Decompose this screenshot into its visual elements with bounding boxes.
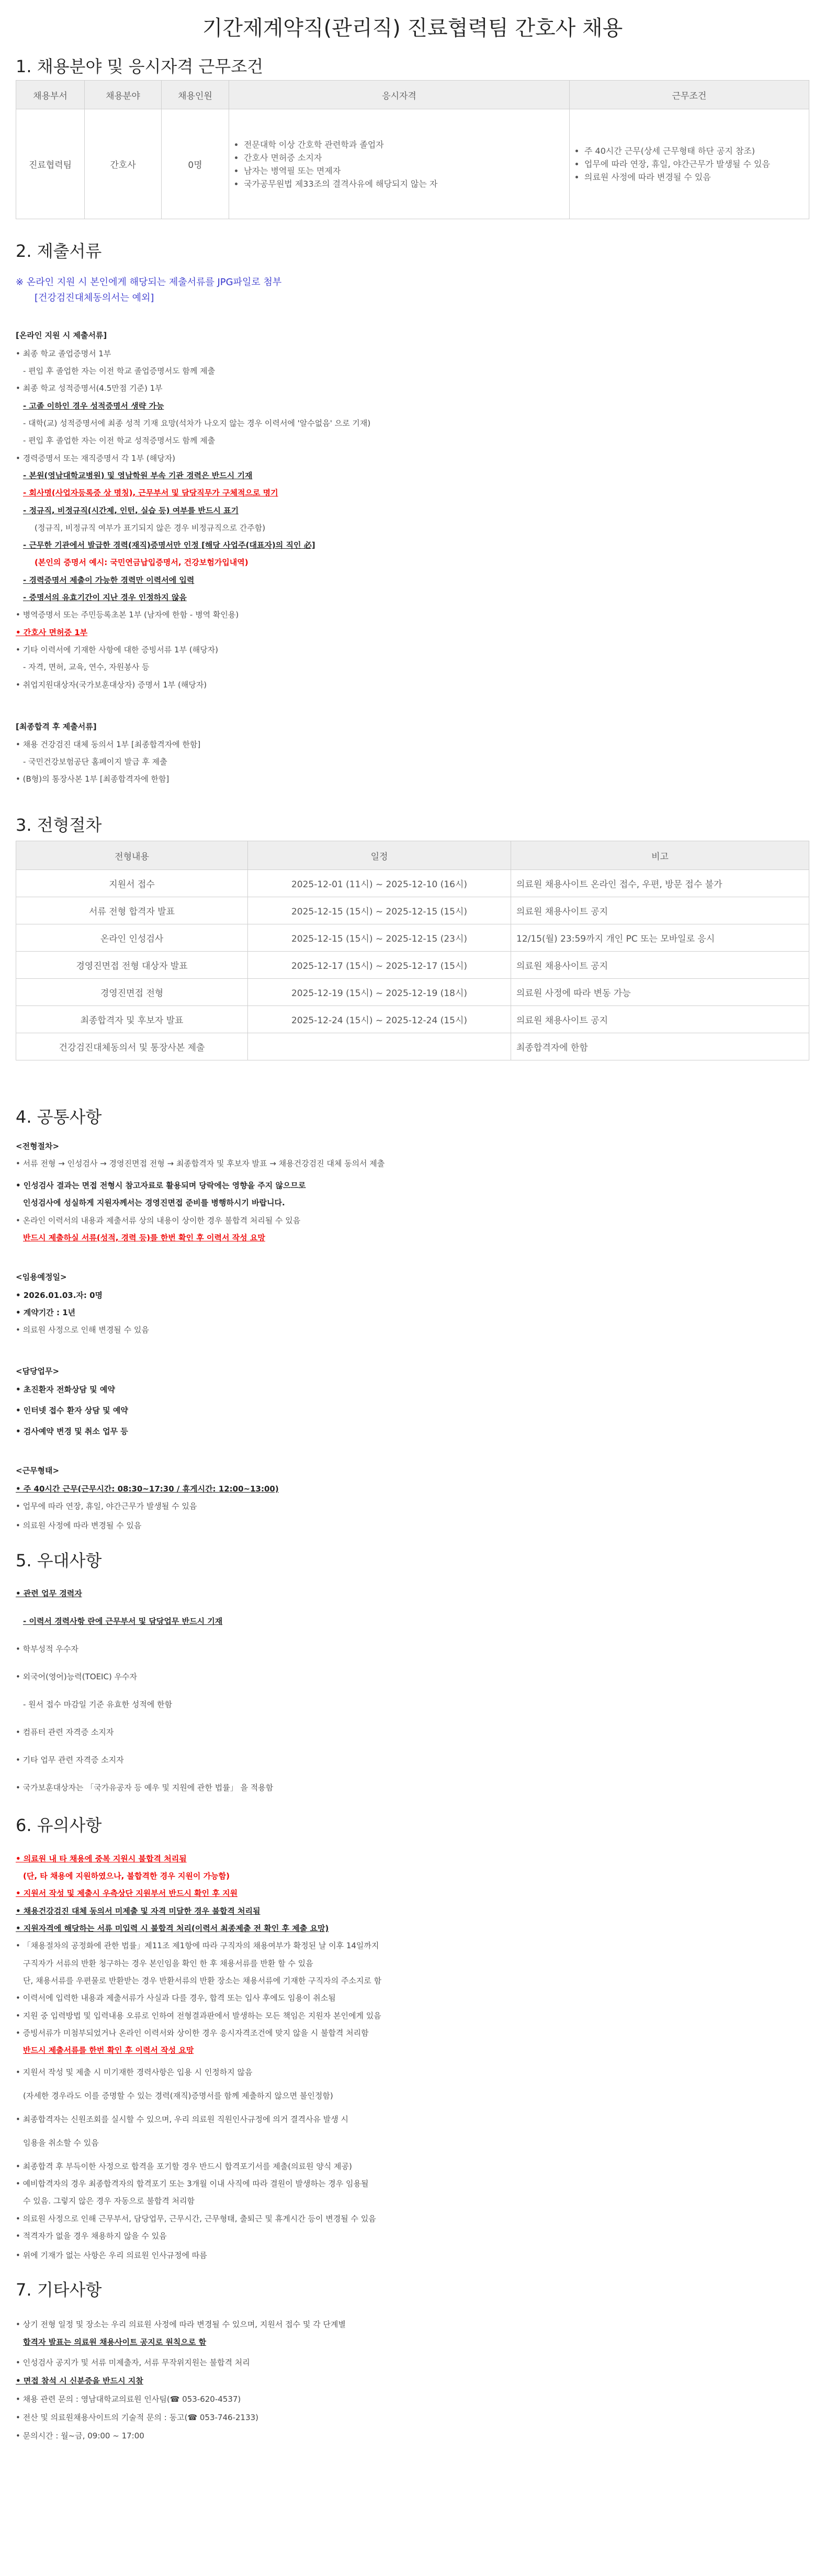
document-item: • (B형)의 통장사본 1부 [최종합격자에 한함] [16,774,169,784]
documents-note-exception: [건강검진대체동의서는 예외] [35,292,154,303]
table-cell: 지원서 접수 [16,870,248,897]
caution-item: 단, 채용서류를 우편물로 반환받는 경우 반환서류의 반환 장소는 채용서류에 기재한 구직자의 주소지로 함 [23,1976,382,1985]
table-cell: 2025-12-19 (15시) ~ 2025-12-19 (18시) [248,979,511,1006]
table-row [16,1006,809,1033]
info-line: • 의료원 사정에 따라 변경될 수 있음 [16,1521,142,1530]
etc-item: • 인성검사 공지가 및 서류 미제출자, 서류 무작위지원는 불합격 처리 [16,2358,250,2367]
document-item: • 기타 이력서에 기재한 사항에 대한 증빙서류 1부 (해당자) [16,645,219,654]
caution-item: • 「채용절차의 공정화에 관한 법률」제11조 제1항에 따라 구직자의 채용여부가 확정된 날 이후 14일까지 [16,1941,379,1950]
table-header-row [16,841,809,870]
document-item: • 채용 건강검진 대체 동의서 1부 [최종합격자에 한함] [16,740,201,749]
list-item: • 남자는 병역필 또는 면제자 [244,164,569,177]
table-header: 일정 [248,841,511,870]
table-cell: 경영진면접 전형 [16,979,248,1006]
table-header: 전형내용 [16,841,248,870]
table-cell: 최종합격자 및 후보자 발표 [16,1006,248,1033]
caution-item: 반드시 제출서류를 한번 확인 후 이력서 작성 요망 [23,2046,194,2055]
caution-item: • 예비합격자의 경우 최종합격자의 합격포기 또는 3개월 이내 사직에 따라 결원이 발생하는 경우 임용될 [16,2179,369,2188]
document-subitem: - 정규직, 비정규직(시간제, 인턴, 실습 등) 여부를 반드시 표기 [23,506,239,515]
process-title: <전형절차> [16,1142,60,1151]
document-subitem: - 회사명(사업자등록증 상 명칭), 근무부서 및 담당직무가 구체적으로 명기 [23,488,278,498]
table-cell: 2025-12-24 (15시) ~ 2025-12-24 (15시) [248,1006,511,1033]
document-subitem: - 자격, 면허, 교육, 연수, 자원봉사 등 [23,662,150,672]
info-line: • 업무에 따라 연장, 휴일, 야간근무가 발생될 수 있음 [16,1501,197,1511]
document-subitem: - 편입 후 졸업한 자는 이전 학교 성적증명서도 함께 제출 [23,436,216,445]
caution-item: • 의료원 사정으로 인해 근무부서, 담당업무, 근무시간, 근무형태, 출퇴근 및 휴게시간 등이 변경될 수 있음 [16,2214,376,2223]
table-row [16,924,809,952]
info-line: • 초진환자 전화상담 및 예약 [16,1385,115,1394]
section-heading-6: 6. 유의사항 [16,1815,102,1835]
qualification-list [232,138,569,190]
table-cell: 의료원 채용사이트 온라인 접수, 우편, 방문 접수 불가 [511,870,809,897]
document-subitem: - 본원(영남대학교병원) 및 영남학원 부속 기관 경력은 반드시 기재 [23,471,253,480]
preference-item: • 외국어(영어)능력(TOEIC) 우수자 [16,1672,138,1681]
table-row [16,1033,809,1060]
caution-item: 구직자가 서류의 반환 청구하는 경우 본인임을 확인 한 후 채용서류를 반환 할 수 있음 [23,1959,313,1968]
table-cell: 최종합격자에 한함 [511,1033,809,1060]
online-documents-title: [온라인 지원 시 제출서류] [16,331,107,340]
info-line: • 검사예약 변경 및 취소 업무 등 [16,1427,128,1436]
document-item: • 최종 학교 성적증명서(4.5만점 기준) 1부 [16,383,163,393]
section-heading-4: 4. 공통사항 [16,1107,102,1127]
table-cell: 서류 전형 합격자 발표 [16,897,248,924]
info-line: • 주 40시간 근무(근무시간: 08:30~17:30 / 휴게시간: 12:00~13:00) [16,1484,279,1494]
preference-subitem: - 원서 접수 마감일 기준 유효한 성적에 한함 [23,1700,173,1709]
info-line: • 계약기간 : 1년 [16,1308,76,1317]
etc-item: 합격자 발표는 의료원 채용사이트 공지로 원칙으로 함 [23,2337,207,2347]
table-cell: 의료원 사정에 따라 변동 가능 [511,979,809,1006]
qualification-table [16,80,809,219]
table-header: 채용분야 [85,81,162,109]
list-item: • 간호사 면허증 소지자 [244,151,569,164]
table-header: 근무조건 [570,81,809,109]
caution-item: • 최종합격 후 부득이한 사정으로 합격을 포기할 경우 반드시 합격포기서를 제출(의료원 양식 제공) [16,2162,352,2171]
table-row [16,897,809,924]
table-row [16,979,809,1006]
caution-item: • 최종합격자는 신원조회를 실시할 수 있으며, 우리 의료원 직원인사규정에 의거 결격사유 발생 시 [16,2115,348,2124]
table-cell: 2025-12-15 (15시) ~ 2025-12-15 (23시) [248,924,511,952]
table-cell: 의료원 채용사이트 공지 [511,1006,809,1033]
preference-item: • 컴퓨터 관련 자격증 소지자 [16,1727,114,1737]
duties-title: <담당업무> [16,1366,60,1376]
etc-item: • 문의시간 : 월~금, 09:00 ~ 17:00 [16,2431,144,2441]
table-cell-field: 간호사 [85,109,162,219]
page-title: 기간제계약직(관리직) 진료협력팀 간호사 채용 [202,16,623,40]
caution-item: • 적격자가 없을 경우 채용하지 않을 수 있음 [16,2231,167,2241]
table-row [16,870,809,897]
table-cell: 경영진면접 전형 대상자 발표 [16,952,248,979]
caution-item: • 채용건강검진 대체 동의서 미제출 및 자격 미달한 경우 불합격 처리됨 [16,1906,261,1916]
section-heading-1: 1. 채용분야 및 응시자격 근무조건 [16,57,264,76]
caution-item: • 지원 중 입력방법 및 입력내용 오류로 인하여 전형결과판에서 발생하는 모든 책임은 지원자 본인에게 있음 [16,2011,381,2020]
info-line: • 인성검사 결과는 면접 전형시 참고자료로 활용되며 당락에는 영향을 주지 않으므로 [16,1181,306,1190]
table-header-row [16,81,809,109]
caution-item: 수 있음. 그렇지 않은 경우 자동으로 불합격 처리함 [23,2196,195,2206]
caution-item: • 이력서에 입력한 내용과 제출서류가 사실과 다를 경우, 합격 또는 입사 후에도 임용이 취소됨 [16,1993,336,2003]
caution-item: • 의료원 내 타 채용에 중복 지원시 불합격 처리됨 [16,1854,187,1863]
caution-item: • 지원서 작성 및 제출시 우측상단 지원부서 반드시 확인 후 지원 [16,1889,238,1898]
document-subitem: - 국민건강보험공단 홈페이지 발급 후 제출 [23,757,167,766]
work-type-title: <근무형태> [16,1466,60,1475]
list-item: • 의료원 사정에 따라 변경될 수 있음 [584,171,808,184]
info-line: • 온라인 이력서의 내용과 제출서류 상의 내용이 상이한 경우 불합격 처리될 수 있음 [16,1216,301,1225]
table-row [16,952,809,979]
table-header: 응시자격 [229,81,570,109]
document-item: • 병역증명서 또는 주민등록초본 1부 (남자에 한함 - 병역 확인용) [16,610,239,619]
conditions-list [573,144,808,184]
info-line: 인성검사에 성실하게 지원자께서는 경영진면접 준비를 병행하시기 바랍니다. [23,1198,285,1207]
etc-item: • 면접 참석 시 신분증을 반드시 지참 [16,2376,143,2386]
schedule-table [16,841,809,1060]
preference-item: • 학부성적 우수자 [16,1644,78,1654]
document-subitem: - 근무한 기관에서 발급한 경력(재직)증명서만 인정 [해당 사업주(대표자)의 직인 必] [23,540,315,550]
section-heading-7: 7. 기타사항 [16,2280,102,2300]
final-documents-title: [최종합격 후 제출서류] [16,722,97,731]
preference-item: • 국가보훈대상자는 「국가유공자 등 예우 및 지원에 관한 법률」 을 적용함 [16,1783,274,1792]
caution-item: 임용을 취소할 수 있음 [23,2138,99,2148]
table-cell-dept: 진료협력팀 [16,109,85,219]
list-item: • 업무에 따라 연장, 휴일, 야간근무가 발생될 수 있음 [584,157,808,171]
document-item: • 취업지원대상자(국가보훈대상자) 증명서 1부 (해당자) [16,680,207,690]
table-cell-conditions [570,109,809,219]
caution-item: (자세한 경우라도 이를 증명할 수 있는 경력(재직)증명서를 함께 제출하지 않으면 불인정함) [23,2091,333,2100]
table-cell: 건강검진대체동의서 및 통장사본 제출 [16,1033,248,1060]
document-item: • 간호사 면허증 1부 [16,628,88,637]
document-subitem: - 편입 후 졸업한 자는 이전 학교 졸업증명서도 함께 제출 [23,366,216,376]
section-heading-2: 2. 제출서류 [16,241,102,261]
etc-item: • 전산 및 의료원채용사이트의 기술적 문의 : 동고(☎ 053-746-2133) [16,2413,259,2422]
table-cell: 12/15(월) 23:59까지 개인 PC 또는 모바일로 응시 [511,924,809,952]
table-header: 비고 [511,841,809,870]
table-cell: 온라인 인성검사 [16,924,248,952]
section-heading-5: 5. 우대사항 [16,1551,102,1571]
info-line: • 2026.01.03.자: 0명 [16,1291,103,1300]
caution-item: (단, 타 채용에 지원하였으나, 불합격한 경우 지원이 가능함) [23,1871,230,1881]
caution-item: • 증빙서류가 미첨부되었거나 온라인 이력서와 상이한 경우 응시자격조건에 맞지 않을 시 불합격 처리함 [16,2028,369,2038]
caution-item: • 위에 기재가 없는 사항은 우리 의료원 인사규정에 따름 [16,2251,207,2260]
list-item: • 국가공무원법 제33조의 결격사유에 해당되지 않는 자 [244,177,569,190]
table-cell-count: 0명 [162,109,229,219]
info-line: • 서류 전형 → 인성검사 → 경영진면접 전형 → 최종합격자 및 후보자 발표 → 채용건강검진 대체 동의서 제출 [16,1159,385,1168]
table-cell [248,1033,511,1060]
table-cell: 의료원 채용사이트 공지 [511,952,809,979]
document-subitem: - 고졸 이하인 경우 성적증명서 생략 가능 [23,401,164,411]
etc-item: • 채용 관련 문의 : 영남대학교의료원 인사팀(☎ 053-620-4537) [16,2394,241,2404]
preference-item: • 기타 업무 관련 자격증 소지자 [16,1755,124,1765]
table-cell: 의료원 채용사이트 공지 [511,897,809,924]
table-cell: 2025-12-15 (15시) ~ 2025-12-15 (15시) [248,897,511,924]
table-cell-qualification [229,109,570,219]
preference-item: • 관련 업무 경력자 [16,1589,82,1598]
documents-note: ※ 온라인 지원 시 본인에게 해당되는 제출서류를 JPG파일로 첨부 [16,277,282,288]
document-subitem: (정규직, 비정규직 여부가 표기되지 않은 경우 비정규직으로 간주함) [35,523,266,533]
table-header: 채용부서 [16,81,85,109]
table-cell: 2025-12-17 (15시) ~ 2025-12-17 (15시) [248,952,511,979]
document-subitem: - 대학(교) 성적증명서에 최종 성적 기재 요망(석차가 나오지 않는 경우 이력서에 '알수없음' 으로 기재) [23,419,371,428]
caution-item: • 지원자격에 해당하는 서류 미입력 시 불합격 처리(이력서 최종제출 전 확인 후 제출 요망) [16,1924,329,1933]
document-subitem: - 증명서의 유효기간이 지난 경우 인정하지 않음 [23,593,187,602]
document-subitem: (본인의 증명서 예시: 국민연금납입증명서, 건강보험가입내역) [35,558,248,567]
preference-subitem: - 이력서 경력사항 란에 근무부서 및 담당업무 반드시 기재 [23,1617,223,1626]
section-heading-3: 3. 전형절차 [16,815,102,835]
appointment-title: <임용예정일> [16,1272,67,1282]
table-header: 채용인원 [162,81,229,109]
info-line: • 의료원 사정으로 인해 변경될 수 있음 [16,1325,149,1335]
etc-item: • 상기 전형 일정 및 장소는 우리 의료원 사정에 따라 변경될 수 있으며, 지원서 접수 및 각 단계별 [16,2320,346,2329]
document-item: • 경력증명서 또는 재직증명서 각 1부 (해당자) [16,454,176,463]
caution-item: • 지원서 작성 및 제출 시 미기재한 경력사항은 입용 시 인정하지 않음 [16,2067,253,2077]
info-line: • 인터넷 접수 환자 상담 및 예약 [16,1406,128,1415]
info-line: 반드시 제출하실 서류(성적, 경력 등)를 한번 확인 후 이력서 작성 요망 [23,1233,265,1242]
list-item: • 주 40시간 근무(상세 근무형태 하단 공지 참조) [584,144,808,157]
list-item: • 전문대학 이상 간호학 관련학과 졸업자 [244,138,569,151]
table-cell: 2025-12-01 (11시) ~ 2025-12-10 (16시) [248,870,511,897]
table-row [16,109,809,219]
document-item: • 최종 학교 졸업증명서 1부 [16,349,111,358]
document-subitem: - 경력증명서 제출이 가능한 경력만 이력서에 입력 [23,575,195,585]
